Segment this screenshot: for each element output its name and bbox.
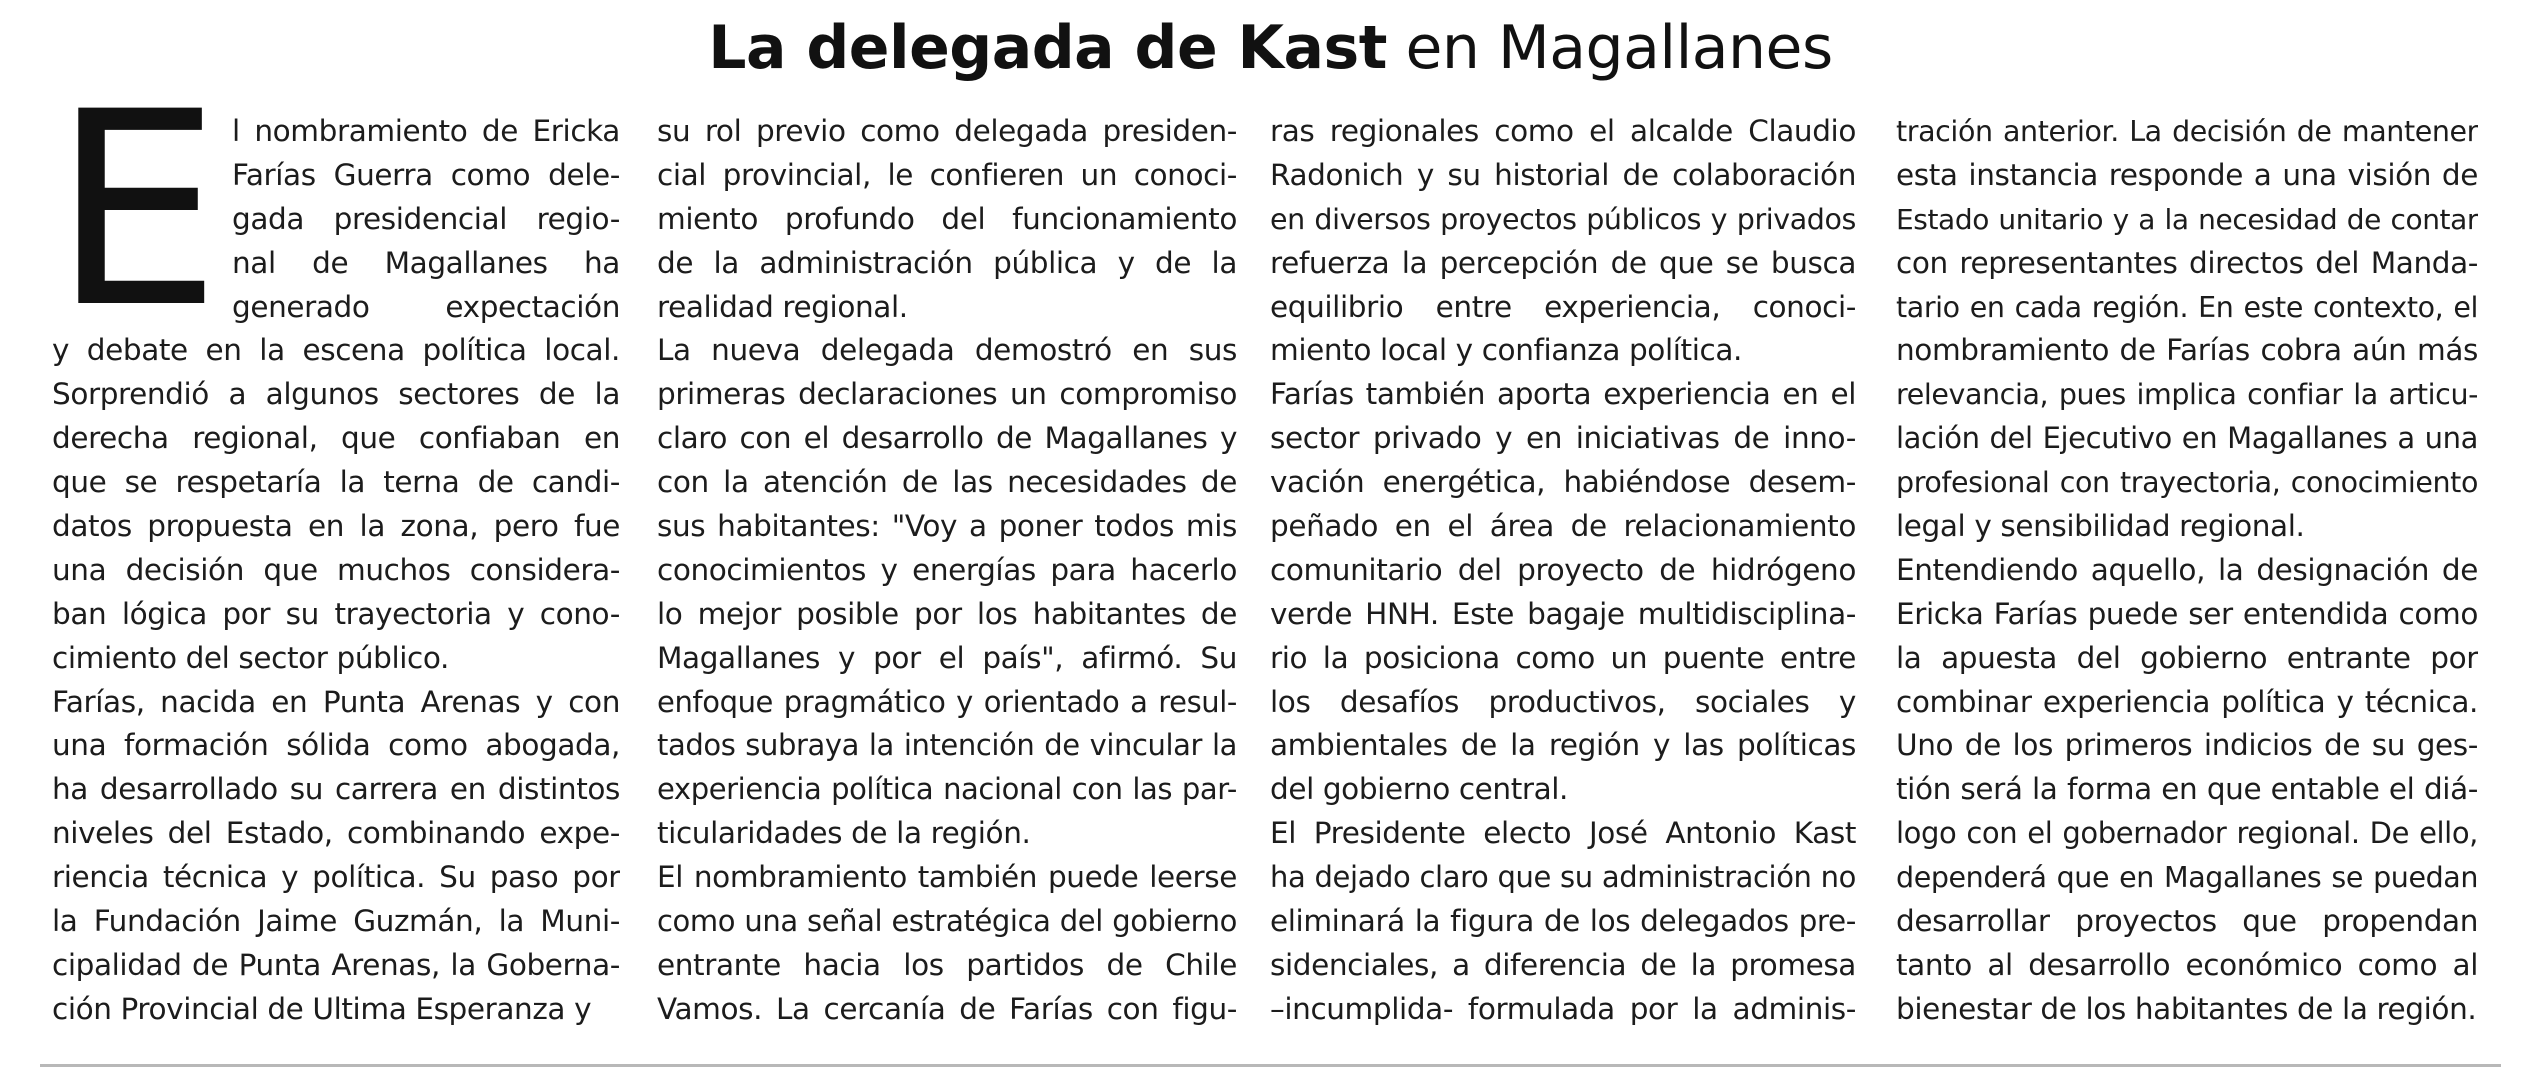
text-line: nal de Magallanes ha	[232, 245, 620, 280]
text-line: derecha regional, que confiaban en	[52, 421, 620, 456]
text-line: primeras declaraciones un compromiso	[657, 377, 1237, 412]
text-line: combinar experiencia política y técnica.	[1896, 684, 2478, 719]
drop-cap: E	[52, 55, 222, 367]
text-line: ha dejado claro que su administración no	[1270, 860, 1856, 895]
text-line: tración anterior. La decisión de mantener	[1896, 115, 2478, 148]
text-line: ha desarrollado su carrera en distintos	[52, 772, 620, 807]
text-line: con la atención de las necesidades de	[657, 465, 1237, 500]
text-line: Vamos. La cercanía de Farías con figu-	[657, 991, 1237, 1026]
text-line: vación energética, habiéndose desem-	[1270, 465, 1856, 500]
text-line: Farías Guerra como dele-	[232, 157, 620, 192]
text-line: Ericka Farías puede ser entendida como	[1896, 596, 2478, 631]
text-line: enfoque pragmático y orientado a resul-	[657, 684, 1237, 719]
text-line: Magallanes y por el país", afirmó. Su	[657, 640, 1237, 675]
text-line: cimiento del sector público.	[52, 640, 449, 675]
text-line: niveles del Estado, combinando expe-	[52, 816, 620, 851]
text-line: claro con el desarrollo de Magallanes y	[657, 421, 1237, 456]
text-line: –incumplida- formulada por la adminis-	[1270, 991, 1856, 1026]
text-line: verde HNH. Este bagaje multidisciplina-	[1270, 596, 1856, 631]
article-column-4	[1896, 110, 2478, 1070]
text-line: Uno de los primeros indicios de su ges-	[1896, 728, 2478, 763]
text-line: los desafíos productivos, sociales y	[1270, 684, 1856, 719]
text-line: Radonich y su historial de colaboración	[1270, 157, 1856, 192]
article-headline	[0, 8, 2541, 88]
text-line: como una señal estratégica del gobierno	[657, 904, 1237, 939]
text-line: tión será la forma en que entable el diá-	[1896, 772, 2478, 807]
article-column-2	[657, 110, 1237, 1070]
text-line: peñado en el área de relacionamiento	[1270, 509, 1856, 544]
text-line: nombramiento de Farías cobra aún más	[1896, 333, 2478, 368]
text-line: tanto al desarrollo económico como al	[1896, 947, 2478, 982]
text-line: equilibrio entre experiencia, conoci-	[1270, 289, 1856, 324]
text-line: que se respetaría la terna de candi-	[52, 465, 620, 500]
text-line: refuerza la percepción de que se busca	[1270, 245, 1856, 280]
text-line: ción Provincial de Ultima Esperanza y	[52, 991, 592, 1026]
text-line: ban lógica por su trayectoria y cono-	[52, 596, 620, 631]
text-line: esta instancia responde a una visión de	[1896, 157, 2478, 192]
text-line: una decisión que muchos considera-	[52, 552, 620, 587]
text-line: Estado unitario y a la necesidad de contar	[1896, 202, 2478, 236]
text-line: Farías, nacida en Punta Arenas y con	[52, 684, 620, 719]
text-line: legal y sensibilidad regional.	[1896, 509, 2305, 544]
text-line: riencia técnica y política. Su paso por	[52, 860, 620, 895]
text-line: y debate en la escena política local.	[52, 333, 620, 368]
text-line: entrante hacia los partidos de Chile	[657, 947, 1237, 982]
text-line: comunitario del proyecto de hidrógeno	[1270, 552, 1856, 587]
text-line: ambientales de la región y las políticas	[1270, 728, 1856, 763]
text-line: relevancia, pues implica confiar la articu-	[1896, 378, 2478, 412]
text-line: realidad regional.	[657, 289, 908, 324]
text-line: de la administración pública y de la	[657, 245, 1237, 280]
text-line: tados subraya la intención de vincular la	[657, 728, 1237, 763]
text-line: experiencia política nacional con las par-	[657, 772, 1237, 807]
text-line: gada presidencial regio-	[232, 201, 620, 236]
text-line: sidenciales, a diferencia de la promesa	[1270, 947, 1856, 982]
text-line: miento profundo del funcionamiento	[657, 201, 1237, 236]
text-line: bienestar de los habitantes de la región.	[1896, 991, 2477, 1026]
text-line: cial provincial, le confieren un conoci-	[657, 157, 1237, 192]
text-line: la apuesta del gobierno entrante por	[1896, 640, 2478, 675]
text-line: eliminará la figura de los delegados pre-	[1270, 904, 1856, 939]
text-line: El nombramiento también puede leerse	[657, 860, 1237, 895]
text-line: sector privado y en iniciativas de inno-	[1270, 421, 1856, 456]
article-column-1	[52, 110, 620, 1070]
text-line: dependerá que en Magallanes se puedan	[1896, 861, 2478, 895]
text-line: sus habitantes: "Voy a poner todos mis	[657, 509, 1237, 544]
text-line: El Presidente electo José Antonio Kast	[1270, 816, 1856, 851]
text-line: profesional con trayectoria, conocimiento	[1896, 466, 2478, 500]
headline-light-part: en Magallanes	[1386, 13, 1833, 83]
text-line: la Fundación Jaime Guzmán, la Muni-	[52, 904, 620, 939]
text-line: su rol previo como delegada presiden-	[657, 114, 1237, 148]
text-line: rio la posiciona como un puente entre	[1270, 640, 1856, 675]
article-column-3	[1270, 110, 1856, 1070]
text-line: Farías también aporta experiencia en el	[1270, 377, 1856, 412]
text-line: tario en cada región. En este contexto, el	[1896, 290, 2478, 324]
headline-bold-part: La delegada de Kast	[708, 13, 1387, 83]
text-line: una formación sólida como abogada,	[52, 728, 620, 763]
text-line: La nueva delegada demostró en sus	[657, 333, 1237, 368]
text-line: lación del Ejecutivo en Magallanes a una	[1896, 421, 2478, 456]
text-line: miento local y confianza política.	[1270, 333, 1742, 368]
text-line: lo mejor posible por los habitantes de	[657, 596, 1237, 631]
text-line: en diversos proyectos públicos y privados	[1270, 202, 1856, 236]
text-line: ticularidades de la región.	[657, 816, 1031, 851]
text-line: logo con el gobernador regional. De ello,	[1896, 816, 2478, 851]
text-line: generado expectación	[232, 289, 620, 324]
text-line: datos propuesta en la zona, pero fue	[52, 509, 620, 544]
text-line: l nombramiento de Ericka	[232, 114, 620, 148]
text-line: del gobierno central.	[1270, 772, 1569, 807]
text-line: desarrollar proyectos que propendan	[1896, 904, 2478, 939]
text-line: cipalidad de Punta Arenas, la Goberna-	[52, 947, 620, 982]
text-line: conocimientos y energías para hacerlo	[657, 552, 1237, 587]
text-line: con representantes directos del Manda-	[1896, 245, 2478, 280]
bottom-rule	[40, 1064, 2501, 1067]
text-line: Sorprendió a algunos sectores de la	[52, 377, 620, 412]
text-line: ras regionales como el alcalde Claudio	[1270, 114, 1856, 148]
text-line: Entendiendo aquello, la designación de	[1896, 552, 2478, 587]
